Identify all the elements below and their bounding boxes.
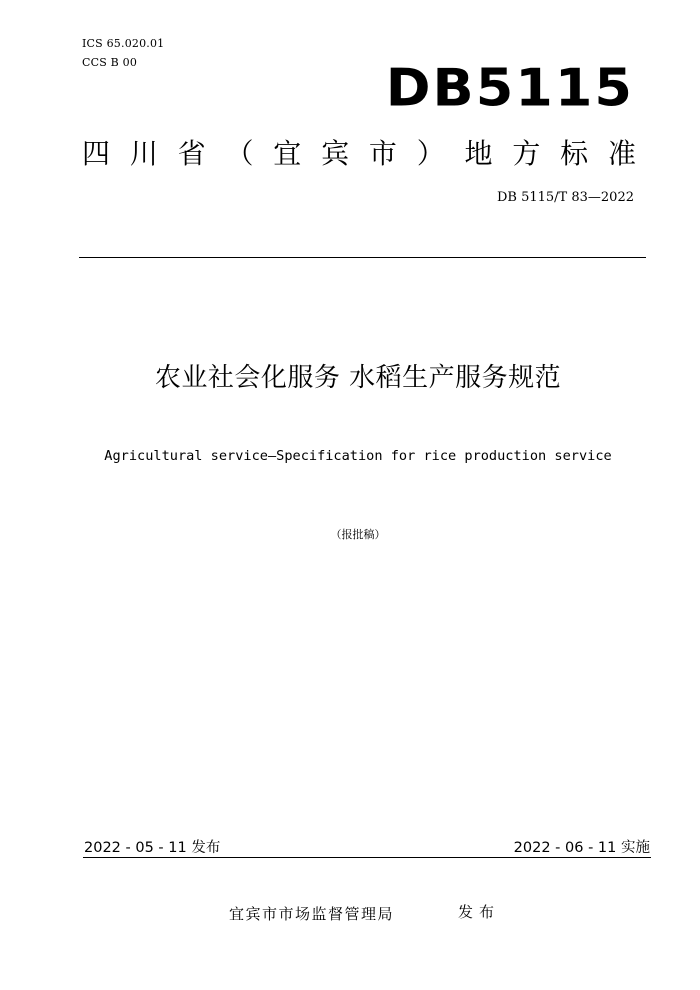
title-char: 宜 <box>273 137 302 170</box>
title-char: 方 <box>512 137 541 170</box>
title-char: ） <box>416 137 445 170</box>
title-char: 市 <box>368 137 397 170</box>
header-divider <box>79 257 646 258</box>
title-char: 四 <box>82 137 111 170</box>
implementation-date: 2022 - 06 - 11 实施 <box>513 840 650 856</box>
publish-label: 发布 <box>458 903 501 921</box>
title-char: （ <box>225 137 254 170</box>
title-char: 准 <box>607 137 636 170</box>
title-char: 川 <box>129 137 158 170</box>
title-char: 标 <box>560 137 589 170</box>
footer-divider <box>83 857 651 858</box>
ccs-code: CCS B 00 <box>82 56 138 69</box>
title-char: 省 <box>177 137 206 170</box>
document-title-cn: 农业社会化服务 水稻生产服务规范 <box>154 363 562 393</box>
publisher-name: 宜宾市市场监督管理局 <box>229 905 395 923</box>
draft-status: （报批稿） <box>330 528 386 541</box>
standard-category-title <box>82 136 636 172</box>
title-char: 宾 <box>321 137 350 170</box>
ics-code: ICS 65.020.01 <box>82 37 165 50</box>
issue-date: 2022 - 05 - 11 发布 <box>84 840 221 856</box>
document-title-en: Agricultural service—Specification for rice production service <box>104 448 612 464</box>
standard-number: DB 5115/T 83—2022 <box>496 190 634 205</box>
standard-logo: DB5115 <box>385 58 634 118</box>
title-char: 地 <box>464 137 493 170</box>
